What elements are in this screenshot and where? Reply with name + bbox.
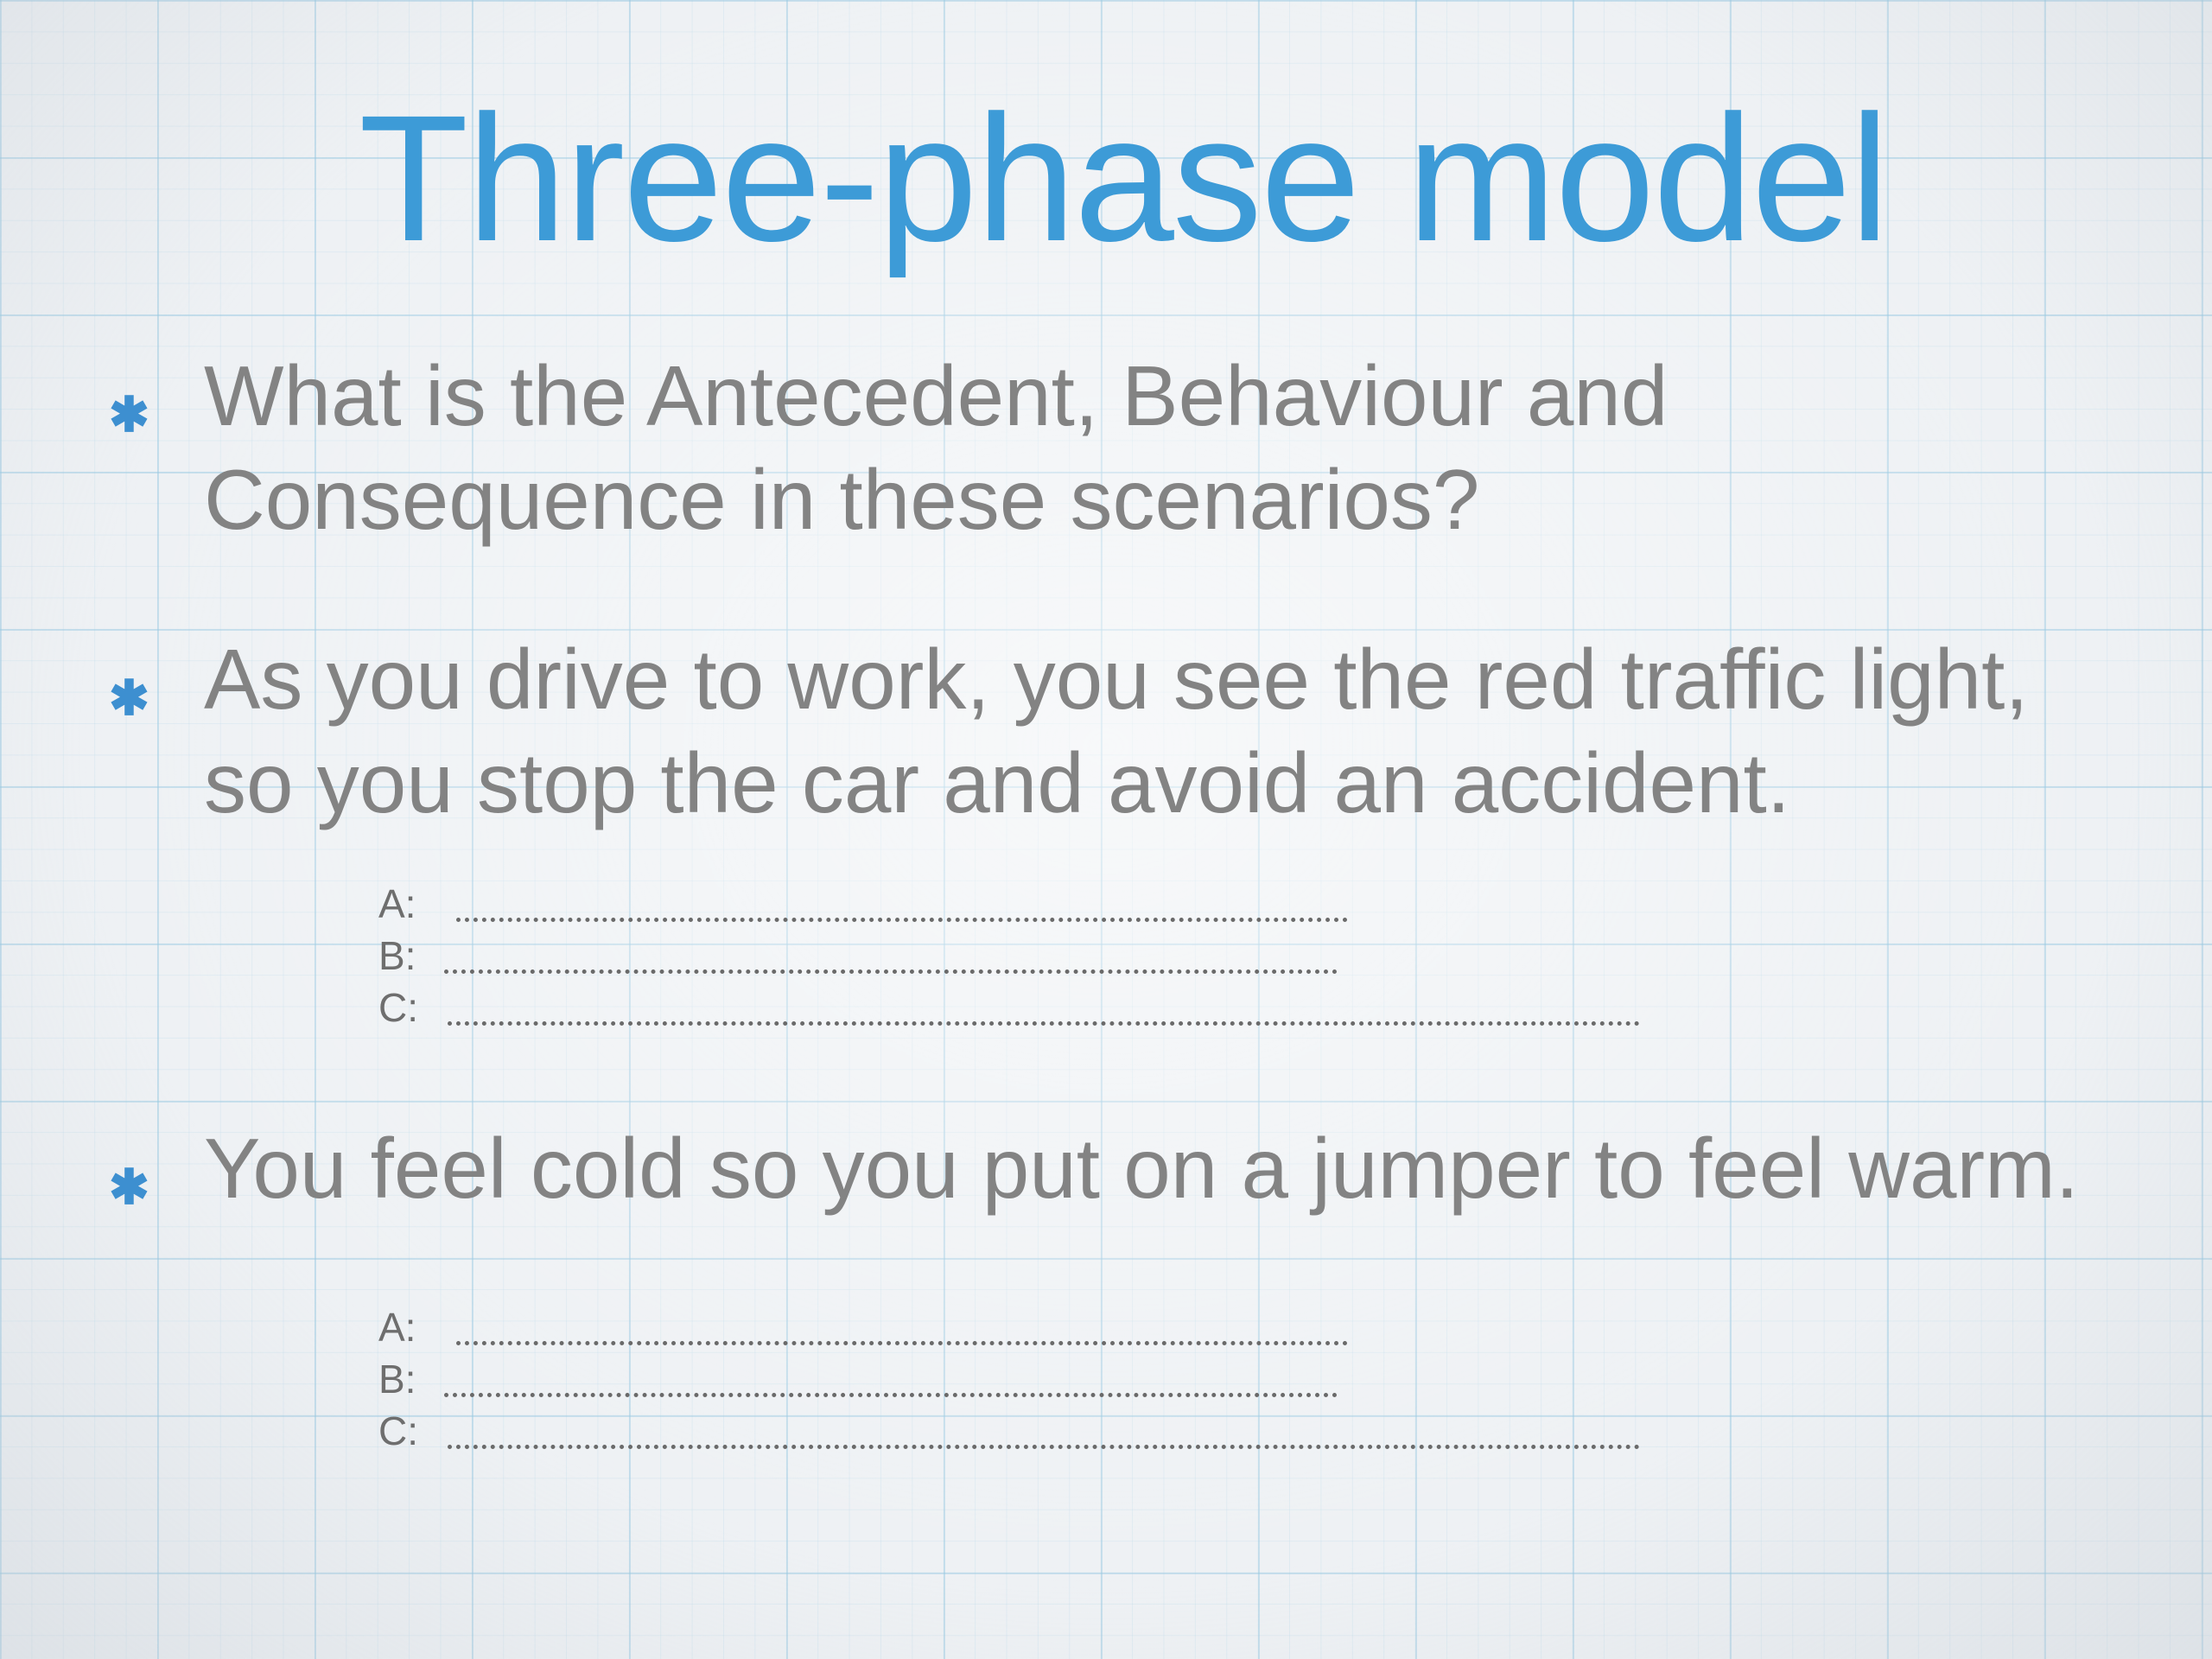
slide-title: Three-phase model — [359, 79, 1888, 279]
asterisk-bullet-icon: ✱ — [109, 1160, 149, 1214]
answer-label: A: — [378, 881, 416, 926]
answer-blank-line[interactable] — [448, 1414, 1640, 1449]
answer-blank-line[interactable] — [456, 887, 1348, 922]
bullet-text: You feel cold so you put on a jumper to feel warm. — [204, 1121, 2079, 1216]
asterisk-bullet-icon: ✱ — [109, 387, 149, 442]
answer-blank-line[interactable] — [456, 1310, 1348, 1345]
answer-label: B: — [378, 1357, 416, 1402]
answer-blank-line[interactable] — [444, 1362, 1338, 1397]
answer-label: C: — [378, 985, 418, 1030]
answer-blank-line[interactable] — [448, 990, 1640, 1026]
bullet-text: As you drive to work, you see the red traffic light, so you stop the car and avoid an accident. — [204, 632, 2029, 830]
bullet-text: What is the Antecedent, Behaviour and Consequence in these scenarios? — [204, 348, 1669, 547]
answer-label: B: — [378, 933, 416, 978]
answer-label: C: — [378, 1408, 418, 1453]
answer-label: A: — [378, 1305, 416, 1350]
asterisk-bullet-icon: ✱ — [109, 671, 149, 725]
answer-blank-line[interactable] — [444, 938, 1338, 974]
